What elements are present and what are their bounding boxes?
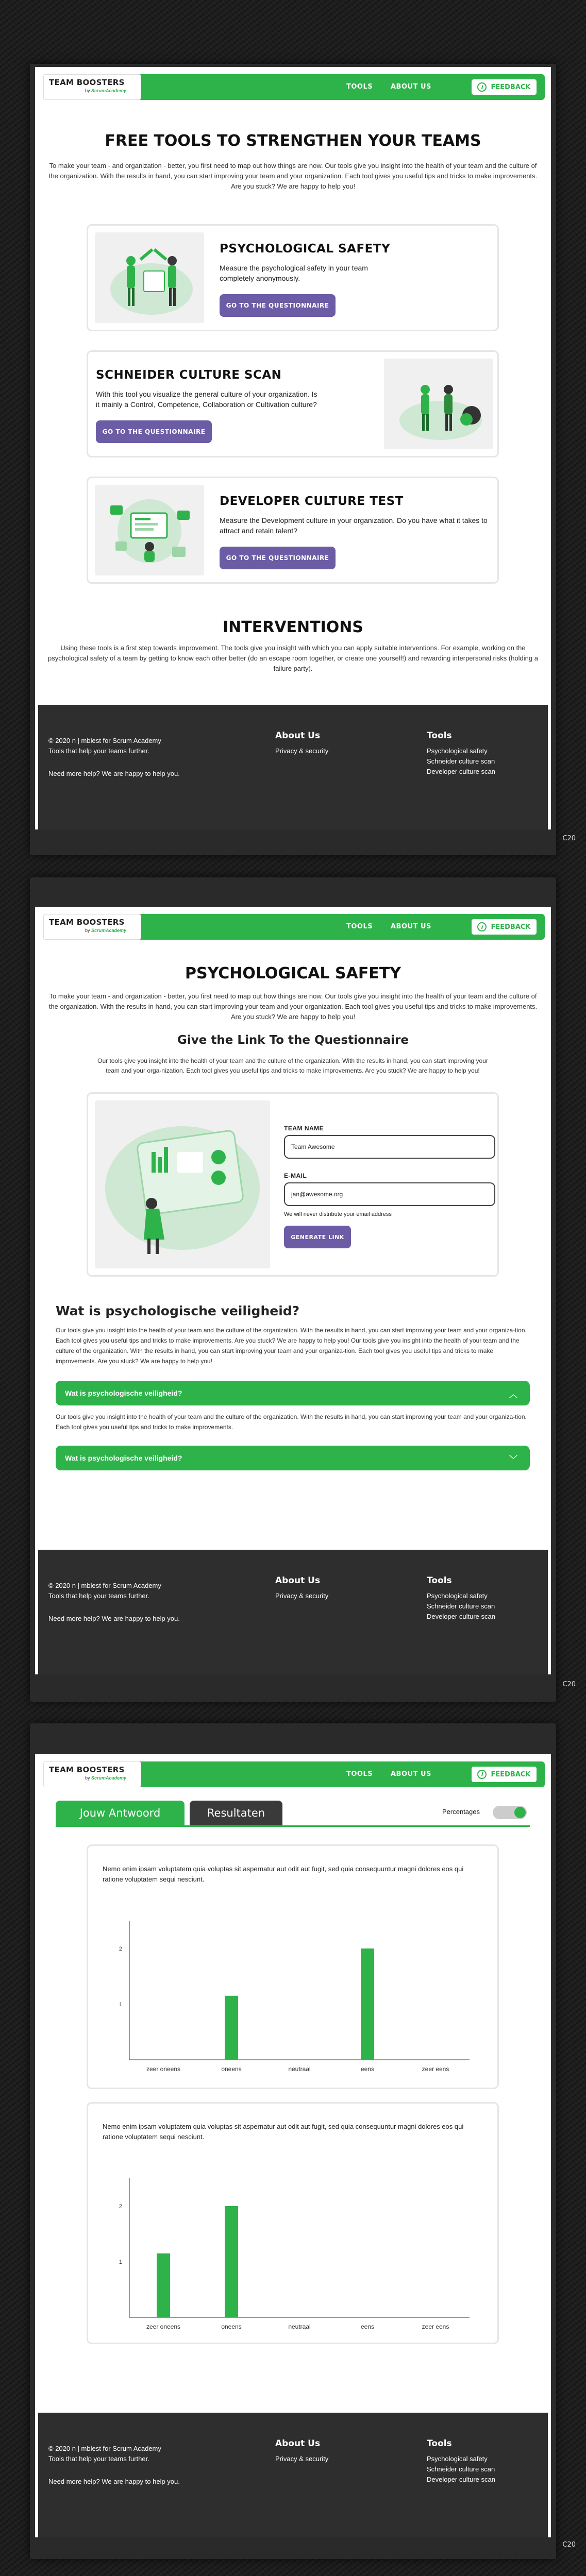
accordion-label: Wat is psychologische veiligheid?: [65, 1454, 182, 1462]
illustration-woman-dashboard: [95, 1100, 270, 1268]
bar-oneens: [225, 1996, 238, 2060]
logo-title: TEAM BOOSTERS: [49, 918, 125, 927]
feedback-label: FEEDBACK: [491, 1770, 531, 1778]
interventions-title: INTERVENTIONS: [223, 618, 363, 636]
footer-copyright: © 2020 n | mblest for Scrum Academy: [48, 1582, 161, 1589]
card-title: PSYCHOLOGICAL SAFETY: [220, 242, 391, 256]
questionnaire-button[interactable]: GO TO THE QUESTIONNAIRE: [220, 294, 336, 317]
footer-tagline: Tools that help your teams further.: [48, 1592, 149, 1600]
x-tick-label: zeer oneens: [146, 2323, 181, 2330]
footer-about-heading: About Us: [275, 731, 321, 741]
screen-psychological-safety: [35, 907, 551, 1674]
card-title: SCHNEIDER CULTURE SCAN: [96, 368, 282, 382]
team-name-label: TEAM NAME: [284, 1125, 324, 1132]
logo-subtitle: [49, 88, 136, 93]
version-badge: C20: [562, 2541, 576, 2549]
footer-tool-link[interactable]: Psychological safety: [427, 2455, 488, 2463]
percentages-label: Percentages: [442, 1808, 480, 1816]
illustration-developer: [95, 485, 204, 575]
bar-chart-1: [98, 1910, 490, 2080]
info-icon: i: [477, 1770, 487, 1779]
result-card-2: [87, 2102, 499, 2344]
link-form-card: [87, 1092, 499, 1277]
y-tick-label: 2: [119, 2204, 122, 2210]
intro-text: To make your team - and organization - better, you first need to map out how things are now. Our tools give you insight into the health of your team and the culture of the organization. With the results in hand, you can start improving your team and your organization. Each tool gives you useful tips and tricks to make improvements. Are you stuck? We are happy to help you!: [48, 162, 538, 190]
logo-subtitle: [49, 928, 136, 933]
result-card-1: [87, 1844, 499, 2089]
footer-help[interactable]: Need more help? We are happy to help you.: [48, 1615, 180, 1622]
email-input[interactable]: jan@awesome.org: [284, 1182, 495, 1206]
logo-by: by: [85, 928, 90, 933]
footer-tools-heading: Tools: [427, 2438, 452, 2449]
logo-brand: ScrumAcademy: [91, 928, 127, 933]
screen-results: [35, 1754, 551, 2537]
card-text: Measure the Development culture in your organization. Do you have what it takes to attract and retain talent?: [220, 516, 488, 535]
logo-brand: ScrumAcademy: [91, 88, 127, 93]
y-tick-label: 1: [119, 2002, 122, 2008]
feedback-label: FEEDBACK: [491, 923, 531, 931]
info-icon: i: [477, 82, 487, 92]
accordion-item-closed[interactable]: [56, 1446, 530, 1470]
footer-tool-link[interactable]: Schneider culture scan: [427, 2465, 495, 2473]
footer-tool-link[interactable]: Psychological safety: [427, 747, 488, 755]
x-tick-label: zeer eens: [422, 2323, 449, 2330]
footer-tool-link[interactable]: Developer culture scan: [427, 768, 495, 775]
feedback-button[interactable]: [471, 1766, 538, 1783]
footer: [38, 2413, 548, 2537]
feedback-button[interactable]: [471, 918, 538, 936]
questionnaire-button[interactable]: GO TO THE QUESTIONNAIRE: [96, 420, 212, 443]
accordion-item-open[interactable]: [56, 1381, 530, 1405]
card-title: DEVELOPER CULTURE TEST: [220, 495, 404, 508]
generate-link-button[interactable]: GENERATE LINK: [284, 1226, 351, 1248]
faq-text: Our tools give you insight into the health of your team and the culture of the organization. With the results in hand, you can start improving your team and your organiza-tion. Each tool gives you useful tips and tricks to make improvements. Are you stuck? We are happy to help you! Our tools give you insight into the health of your team and the culture of the organization. With the results in hand, you can start improving your team and your organiza-tion. Each tool gives you useful tips and tricks to make improvements. Are you stuck? We are happy to help you!: [56, 1327, 527, 1365]
intro-text: To make your team - and organization - better, you first need to map out how things are now. Our tools give you insight into the health of your team and the culture of the organization. With the results in hand, you can start improving your team and your organization. Each tool gives you useful tips and tricks to make improvements. Are you stuck? We are happy to help you!: [48, 992, 538, 1021]
chevron-down-icon: ﹀: [509, 1455, 517, 1464]
x-tick-label: zeer oneens: [146, 2065, 181, 2073]
header: [38, 907, 548, 948]
y-tick-label: 1: [119, 2259, 122, 2265]
team-name-input[interactable]: Team Awesome: [284, 1135, 495, 1159]
accordion-text: Our tools give you insight into the health of your team and the culture of the organization. With the results in hand, you can start improving your team and your organiza-tion. Each tool gives you useful tips and tricks to make improvements.: [56, 1413, 527, 1431]
footer-tool-link[interactable]: Schneider culture scan: [427, 757, 495, 765]
tab-resultaten[interactable]: Resultaten: [190, 1801, 282, 1825]
footer-tools-heading: Tools: [427, 1575, 452, 1586]
accordion-label: Wat is psychologische veiligheid?: [65, 1389, 182, 1397]
x-tick-label: neutraal: [288, 2065, 311, 2073]
footer-help[interactable]: Need more help? We are happy to help you.: [48, 770, 180, 777]
y-tick-label: 2: [119, 1946, 122, 1952]
interventions-text: Using these tools is a first step towards improvement. The tools give you insight with which you can apply suitable interventions. For example, working on the psychological safety of a team by getting to know each other better (do an escape room together, or create one yourself!) and rewarding interpersonal risks (holding a failure party).: [48, 644, 538, 672]
logo-title: TEAM BOOSTERS: [49, 78, 125, 87]
version-badge: C20: [562, 1681, 576, 1688]
nav-tools[interactable]: TOOLS: [346, 1770, 373, 1778]
percentages-toggle[interactable]: [493, 1806, 527, 1819]
tab-jouw-antwoord[interactable]: Jouw Antwoord: [56, 1801, 185, 1825]
illustration-team-high-five: [95, 232, 204, 323]
card-text: Measure the psychological safety in your team completely anonymously.: [220, 264, 368, 282]
tool-card-developer-culture: [87, 477, 499, 584]
email-note: We will never distribute your email address: [284, 1211, 392, 1217]
x-tick-label: zeer eens: [422, 2065, 449, 2073]
version-badge: C20: [562, 835, 576, 842]
feedback-button[interactable]: [471, 78, 538, 96]
bar-eens: [361, 1948, 374, 2060]
footer-tagline: Tools that help your teams further.: [48, 2455, 149, 2463]
header: [38, 1754, 548, 1795]
footer-privacy-link[interactable]: Privacy & security: [275, 1592, 329, 1600]
footer-tool-link[interactable]: Developer culture scan: [427, 1613, 495, 1620]
footer-about-heading: About Us: [275, 1575, 321, 1586]
footer-tool-link[interactable]: Psychological safety: [427, 1592, 488, 1600]
footer: [38, 705, 548, 829]
question-text: Nemo enim ipsam voluptatem quia voluptas sit aspernatur aut odit aut fugit, sed quia consequuntur magni dolores eos qui ratione voluptatem sequi nesciunt.: [103, 2123, 464, 2141]
logo-by: by: [85, 88, 90, 93]
section-title: Give the Link To the Questionnaire: [177, 1033, 409, 1047]
tool-card-psychological-safety: [87, 224, 499, 331]
screen-home: [35, 67, 551, 829]
footer: [38, 1550, 548, 1674]
questionnaire-button[interactable]: GO TO THE QUESTIONNAIRE: [220, 547, 336, 569]
footer-tool-link[interactable]: Developer culture scan: [427, 2476, 495, 2483]
x-tick-label: eens: [360, 2323, 375, 2330]
footer-copyright: © 2020 n | mblest for Scrum Academy: [48, 2445, 161, 2452]
tool-card-schneider-culture: [87, 350, 499, 457]
feedback-label: FEEDBACK: [491, 83, 531, 91]
footer-privacy-link[interactable]: Privacy & security: [275, 747, 329, 755]
logo-title: TEAM BOOSTERS: [49, 1765, 125, 1774]
bar-zeer-oneens: [157, 2253, 170, 2317]
footer-help[interactable]: Need more help? We are happy to help you.: [48, 2478, 180, 2485]
logo[interactable]: [43, 914, 141, 940]
info-icon: i: [477, 922, 487, 931]
footer-about-heading: About Us: [275, 2438, 321, 2449]
chevron-up-icon: ︿: [509, 1391, 517, 1399]
question-text: Nemo enim ipsam voluptatem quia voluptas sit aspernatur aut odit aut fugit, sed quia consequuntur magni dolores eos qui ratione voluptatem sequi nesciunt.: [103, 1865, 464, 1883]
toggle-knob: [514, 1807, 526, 1818]
email-label: E-MAIL: [284, 1172, 307, 1179]
bar-chart-2: [98, 2168, 490, 2338]
faq-title: Wat is psychologische veiligheid?: [56, 1303, 300, 1318]
nav-tools[interactable]: TOOLS: [346, 923, 373, 930]
section-text: Our tools give you insight into the health of your team and the culture of the organization. With the results in hand, you can start improving your team and your orga-nization. Each tool gives you useful tips and tricks to make improvements. Are you stuck? We are happy to help you!: [97, 1057, 488, 1074]
logo-subtitle: [49, 1775, 136, 1781]
bar-oneens: [225, 2206, 238, 2317]
logo[interactable]: [43, 74, 141, 100]
x-tick-label: oneens: [221, 2065, 242, 2073]
x-tick-label: neutraal: [288, 2323, 311, 2330]
page-title: PSYCHOLOGICAL SAFETY: [185, 964, 401, 982]
x-tick-label: oneens: [221, 2323, 242, 2330]
nav-about-us[interactable]: ABOUT US: [391, 1770, 431, 1778]
logo[interactable]: [43, 1761, 141, 1787]
page-title: FREE TOOLS TO STRENGTHEN YOUR TEAMS: [105, 132, 481, 150]
x-tick-label: eens: [360, 2065, 375, 2073]
footer-tagline: Tools that help your teams further.: [48, 747, 149, 755]
footer-copyright: © 2020 n | mblest for Scrum Academy: [48, 737, 161, 744]
header: [38, 67, 548, 108]
footer-privacy-link[interactable]: Privacy & security: [275, 2455, 329, 2463]
footer-tools-heading: Tools: [427, 731, 452, 741]
illustration-people-talking: [384, 359, 493, 449]
tab-underline: [56, 1825, 530, 1827]
card-text: With this tool you visualize the general culture of your organization. Is it mainly a Control, Competence, Collaboration or Cultivation culture?: [96, 390, 317, 409]
nav-about-us[interactable]: ABOUT US: [391, 83, 431, 91]
nav-about-us[interactable]: ABOUT US: [391, 923, 431, 930]
footer-tool-link[interactable]: Schneider culture scan: [427, 1602, 495, 1610]
logo-brand: ScrumAcademy: [91, 1775, 127, 1781]
logo-by: by: [85, 1775, 90, 1781]
nav-tools[interactable]: TOOLS: [346, 83, 373, 91]
